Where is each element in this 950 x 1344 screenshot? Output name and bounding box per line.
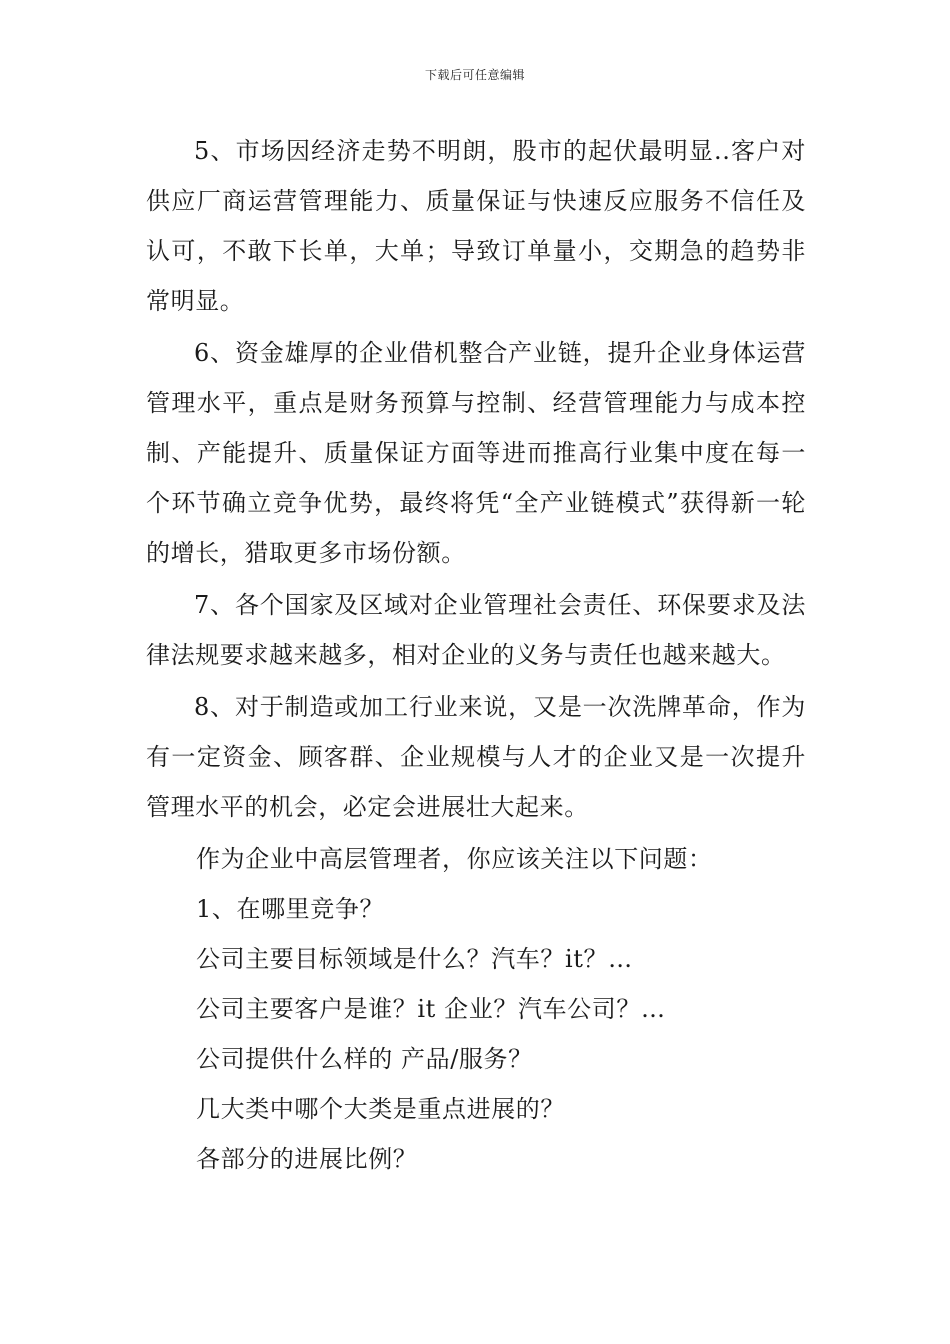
page-header: 下载后可任意编辑 <box>424 68 525 82</box>
paragraph-7: 7、各个国家及区域对企业管理社会责任、环保要求及法律法规要求越来越多，相对企业的义务与责任也越来越大。 <box>146 591 806 669</box>
question-target-field: 公司主要目标领域是什么？汽车？it？… <box>196 945 633 973</box>
paragraph-6: 6、资金雄厚的企业借机整合产业链，提升企业身体运营管理水平，重点是财务预算与控制、经营管理能力与成本控制、产能提升、质量保证方面等进而推高行业集中度在每一个环节确立竞争优势，最终将凭“全产业链模式”获得新一轮的增长，猎取更多市场份额。 <box>146 339 806 567</box>
question-key-category: 几大类中哪个大类是重点进展的？ <box>196 1095 565 1123</box>
document-body <box>146 126 806 1184</box>
question-main-customer: 公司主要客户是谁？it 企业？汽车公司？… <box>196 995 666 1023</box>
question-intro: 作为企业中高层管理者，你应该关注以下问题： <box>196 845 713 873</box>
question-heading-1: 1、在哪里竞争？ <box>196 895 385 923</box>
paragraph-8: 8、对于制造或加工行业来说，又是一次洗牌革命，作为有一定资金、顾客群、企业规模与人才的企业又是一次提升管理水平的机会，必定会进展壮大起来。 <box>146 693 806 821</box>
question-products-services: 公司提供什么样的 产品/服务？ <box>196 1045 533 1073</box>
question-development-ratio: 各部分的进展比例？ <box>196 1145 418 1173</box>
paragraph-5: 5、市场因经济走势不明朗，股市的起伏最明显..客户对供应厂商运营管理能力、质量保证与快速反应服务不信任及认可，不敢下长单，大单；导致订单量小，交期急的趋势非常明显。 <box>146 137 806 315</box>
